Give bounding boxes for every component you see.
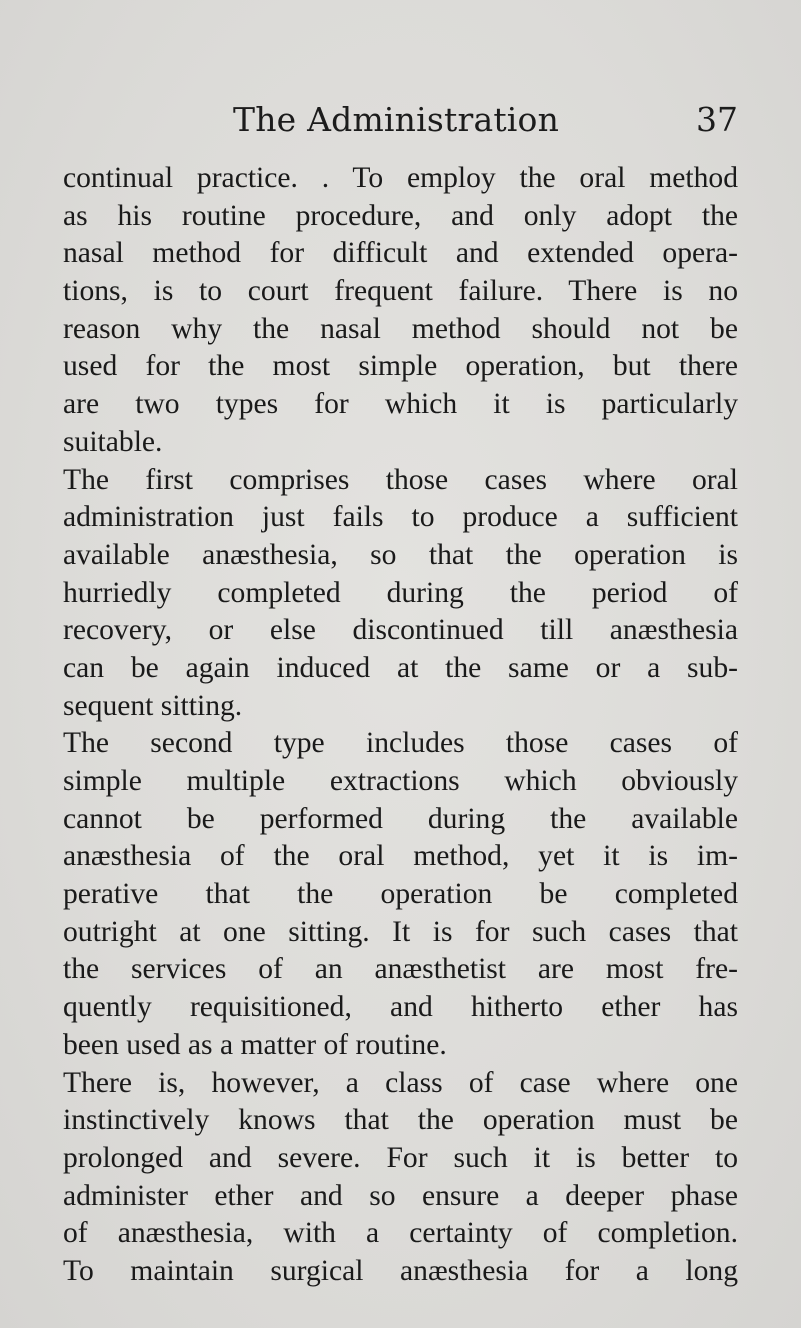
text-line: perative that the operation be completed — [63, 878, 738, 911]
text-line: There is, however, a class of case where one — [63, 1066, 738, 1099]
text-line: nasal method for difficult and extended opera- — [63, 237, 738, 270]
text-line: continual practice. . To employ the oral method — [63, 162, 738, 194]
text-line: simple multiple extractions which obviously — [63, 765, 738, 797]
text-line: cannot be performed during the available — [63, 802, 738, 835]
text-line: administer ether and so ensure a deeper phase — [63, 1179, 738, 1212]
running-head — [63, 100, 738, 144]
text-line: used for the most simple operation, but there — [63, 350, 738, 383]
text-line: hurriedly completed during the period of — [63, 576, 738, 609]
text-line: outright at one sitting. It is for such cases that — [63, 915, 738, 948]
text-line: the services of an anæsthetist are most fre- — [63, 953, 738, 986]
text-line: prolonged and severe. For such it is better to — [63, 1141, 738, 1174]
text-line: instinctively knows that the operation must be — [63, 1104, 738, 1137]
text-line: tions, is to court frequent failure. There is no — [63, 275, 738, 308]
text-line: available anæsthesia, so that the operation is — [63, 538, 738, 571]
text-line: quently requisitioned, and hitherto ether has — [63, 991, 738, 1024]
text-line: as his routine procedure, and only adopt the — [63, 199, 738, 232]
text-line: To maintain surgical anæsthesia for a long — [63, 1254, 738, 1287]
text-line: administration just fails to produce a sufficient — [63, 501, 738, 534]
text-line: recovery, or else discontinued till anæsthesia — [63, 614, 738, 647]
text-line: reason why the nasal method should not be — [63, 312, 738, 345]
text-line: The first comprises those cases where oral — [63, 463, 738, 496]
text-line: anæsthesia of the oral method, yet it is im- — [63, 840, 738, 873]
text-line: sequent sitting. — [63, 689, 243, 722]
text-line: been used as a matter of routine. — [63, 1028, 447, 1061]
text-line: can be again induced at the same or a sub- — [63, 651, 738, 684]
text-line: suitable. — [63, 425, 163, 458]
page-number: 37 — [696, 100, 738, 139]
running-title: The Administration — [233, 100, 560, 139]
text-line: are two types for which it is particularly — [63, 388, 738, 421]
text-line: of anæsthesia, with a certainty of completion. — [63, 1217, 738, 1250]
text-line: The second type includes those cases of — [63, 727, 738, 760]
body-text — [63, 160, 738, 1291]
